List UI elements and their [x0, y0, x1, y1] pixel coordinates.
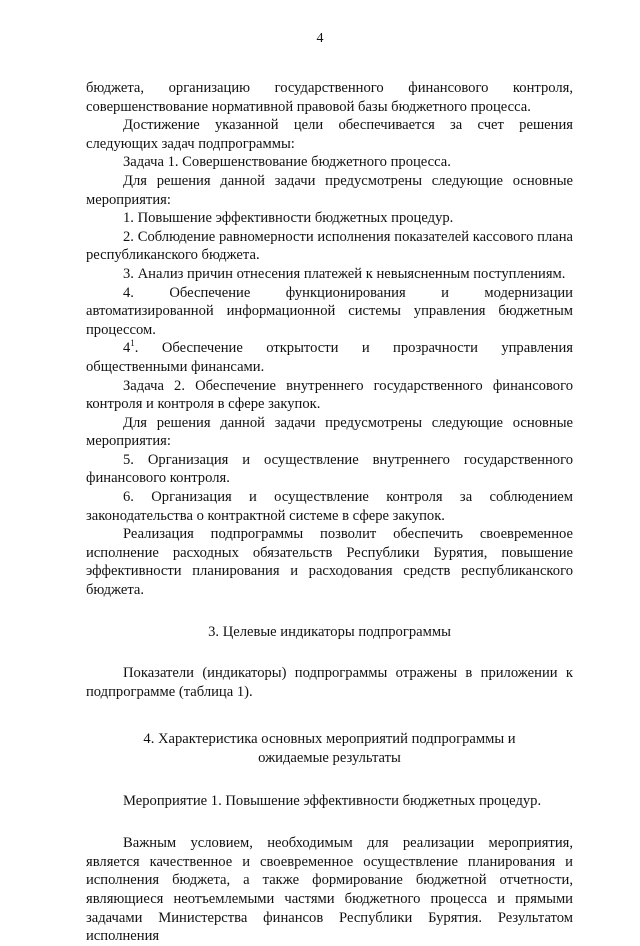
measure-item-6: 6. Организация и осуществление контроля за соблюдением законодательства о контрактной системе в сфере закупок. [86, 489, 573, 524]
measure-item-2: 2. Соблюдение равномерности исполнения показателей кассового плана республиканского бюджета. [86, 228, 573, 264]
measure-item-1: 1. Повышение эффективности бюджетных процедур. [123, 210, 454, 227]
task-1-heading: Задача 1. Совершенствование бюджетного процесса. [123, 154, 451, 171]
section-4-heading [86, 730, 573, 767]
page-number: 4 [316, 31, 324, 46]
paragraph-implementation-result: Реализация подпрограммы позволит обеспечить своевременное исполнение расходных обязательств Республики Бурятия, повышение эффективности планирования и расходования средств республиканского бюджета. [86, 526, 573, 599]
paragraph-budget-continuation: бюджета, организацию государственного финансового контроля, совершенствование нормативной правовой базы бюджетного процесса. [86, 80, 573, 115]
measure-1-title: Мероприятие 1. Повышение эффективности бюджетных процедур. [123, 792, 542, 809]
section-3-text: Показатели (индикаторы) подпрограммы отражены в приложении к подпрограмме (таблица 1). [86, 665, 573, 700]
document-body [86, 79, 573, 946]
section-3-heading: 3. Целевые индикаторы подпрограммы [208, 623, 451, 640]
task-2-intro: Для решения данной задачи предусмотрены следующие основные мероприятия: [86, 414, 573, 450]
measure-1-text: Важным условием, необходимым для реализации мероприятия, является качественное и своевременное осуществление планирования и исполнения бюджета, а также формирование бюджетной отчетности, являющиеся неотъемлемыми частями бюджетного процесса и прямыми задачами Министерства финансов Республики Бурятия. Результатом исполнения [86, 835, 573, 945]
measure-item-4-1-superscript: 1 [130, 338, 135, 349]
measure-item-5: 5. Организация и осуществление внутреннего государственного финансового контроля. [86, 451, 573, 487]
task-2-heading: Задача 2. Обеспечение внутреннего государственного финансового контроля и контроля в сфере закупок. [86, 377, 573, 413]
measure-item-4-1-number: 4 [123, 340, 131, 357]
task-1-intro: Для решения данной задачи предусмотрены следующие основные мероприятия: [86, 172, 573, 208]
measure-item-3: 3. Анализ причин отнесения платежей к невыясненным поступлениям. [123, 265, 566, 282]
section-4-heading-line-2: ожидаемые результаты [258, 750, 401, 766]
section-4-heading-line-1: 4. Характеристика основных мероприятий подпрограммы и [143, 731, 516, 748]
paragraph-goal-achievement: Достижение указанной цели обеспечивается за счет решения следующих задач подпрограммы: [86, 117, 573, 152]
measure-item-4-1-text: . Обеспечение открытости и прозрачности управления общественными финансами. [86, 340, 573, 375]
measure-item-4-1 [86, 339, 573, 376]
measure-item-4: 4. Обеспечение функционирования и модернизации автоматизированной информационной системы управления бюджетным процессом. [86, 284, 573, 338]
